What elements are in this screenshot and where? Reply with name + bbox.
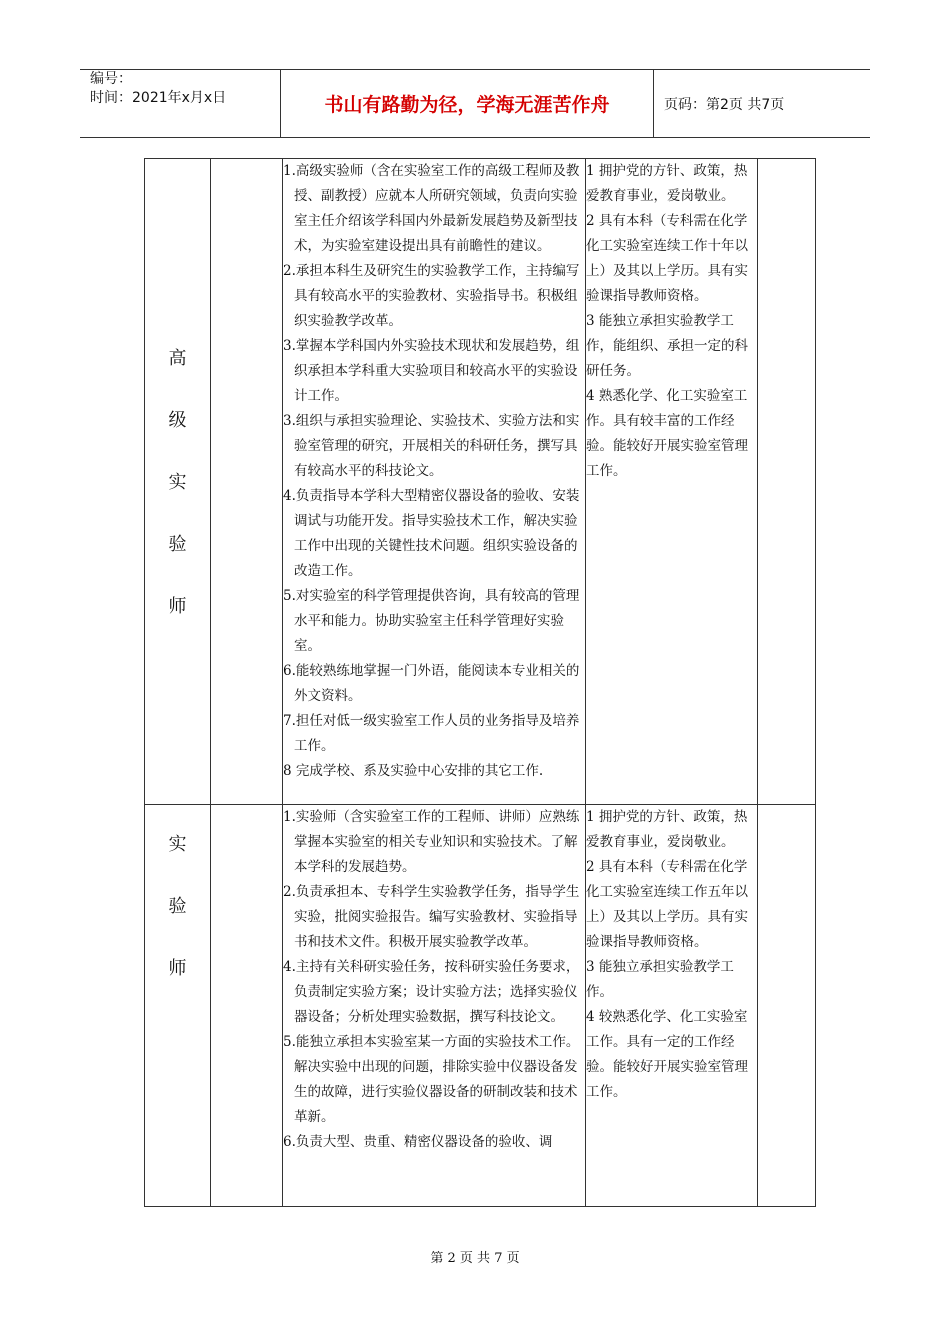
rank-char: 级 (168, 410, 187, 431)
rank-cell (145, 805, 211, 1207)
requirement-item: 3 能独立承担实验教学工作，能组织、承担一定的科研任务。 (586, 313, 748, 379)
requirements-cell (586, 159, 758, 805)
requirements-cell (586, 805, 758, 1207)
duty-item: 4.主持有关科研实验任务，按科研实验任务要求，负责制定实验方案；设计实验方法；选择实验仪器设备；分析处理实验数据，撰写科技论文。 (283, 959, 580, 1025)
requirement-item: 1 拥护党的方针、政策，热爱教育事业，爱岗敬业。 (586, 809, 748, 850)
rank-cell (145, 159, 211, 805)
duties-cell (283, 159, 586, 805)
document-number-label: 编号： (90, 71, 132, 87)
rank-char: 验 (168, 534, 187, 555)
page-footer: 第 2 页 共 7 页 (430, 1251, 520, 1266)
duty-item: 6.负责大型、贵重、精密仪器设备的验收、调 (283, 1134, 553, 1150)
duty-item: 5.对实验室的科学管理提供咨询，具有较高的管理水平和能力。协助实验室主任科学管理好实验室。 (283, 588, 580, 654)
rank-char: 师 (168, 958, 187, 979)
duty-item: 1.高级实验师（含在实验室工作的高级工程师及教授、副教授）应就本人所研究领域，负责向实验室主任介绍该学科国内外最新发展趋势及新型技术，为实验室建设提出具有前瞻性的建议。 (283, 163, 580, 254)
duty-item: 5.能独立承担本实验室某一方面的实验技术工作。解决实验中出现的问题，排除实验中仪器设备发生的故障，进行实验仪器设备的研制改装和技术革新。 (283, 1034, 580, 1125)
table-row (145, 805, 816, 1207)
empty-cell (211, 805, 283, 1207)
duty-item: 4.负责指导本学科大型精密仪器设备的验收、安装调试与功能开发。指导实验技术工作，解决实验工作中出现的关键性技术问题。组织实验设备的改造工作。 (283, 488, 580, 579)
job-requirements-table (144, 158, 816, 1207)
rank-char: 实 (168, 834, 187, 855)
header-motto: 书山有路勤为径，学海无涯苦作舟 (281, 70, 654, 137)
rank-char: 师 (168, 596, 187, 617)
duty-item: 3.组织与承担实验理论、实验技术、实验方法和实验室管理的研究，开展相关的科研任务，撰写具有较高水平的科技论文。 (283, 413, 580, 479)
empty-cell (758, 805, 816, 1207)
duty-item: 2.负责承担本、专科学生实验教学任务，指导学生实验，批阅实验报告。编写实验教材、实验指导书和技术文件。积极开展实验教学改革。 (283, 884, 580, 950)
header-meta (80, 70, 281, 137)
duty-item: 8 完成学校、系及实验中心安排的其它工作. (283, 763, 544, 779)
duty-item: 2.承担本科生及研究生的实验教学工作，主持编写具有较高水平的实验教材、实验指导书。积极组织实验教学改革。 (283, 263, 580, 329)
duty-item: 6.能较熟练地掌握一门外语，能阅读本专业相关的外文资料。 (283, 663, 580, 704)
duty-item: 7.担任对低一级实验室工作人员的业务指导及培养工作。 (283, 713, 580, 754)
requirement-item: 2 具有本科（专科需在化学化工实验室连续工作十年以上）及其以上学历。具有实验课指导教师资格。 (586, 213, 748, 304)
requirement-item: 4 熟悉化学、化工实验室工作。具有较丰富的工作经验。能较好开展实验室管理工作。 (586, 388, 748, 479)
document-time-label: 时间：2021年x月x日 (90, 90, 227, 106)
rank-char: 高 (168, 348, 187, 369)
duties-cell (283, 805, 586, 1207)
empty-cell (211, 159, 283, 805)
rank-char: 实 (168, 472, 187, 493)
page-header (80, 69, 870, 138)
requirement-item: 3 能独立承担实验教学工作。 (586, 959, 734, 1000)
requirement-item: 4 较熟悉化学、化工实验室工作。具有一定的工作经验。能较好开展实验室管理工作。 (586, 1009, 748, 1100)
duty-item: 1.实验师（含实验室工作的工程师、讲师）应熟练掌握本实验室的相关专业知识和实验技术。了解本学科的发展趋势。 (283, 809, 580, 875)
requirement-item: 1 拥护党的方针、政策，热爱教育事业，爱岗敬业。 (586, 163, 748, 204)
requirement-item: 2 具有本科（专科需在化学化工实验室连续工作五年以上）及其以上学历。具有实验课指导教师资格。 (586, 859, 748, 950)
empty-cell (758, 159, 816, 805)
header-page-code: 页码：第2页 共7页 (664, 96, 785, 113)
rank-char: 验 (168, 896, 187, 917)
table-row (145, 159, 816, 805)
duty-item: 3.掌握本学科国内外实验技术现状和发展趋势，组织承担本学科重大实验项目和较高水平的实验设计工作。 (283, 338, 580, 404)
